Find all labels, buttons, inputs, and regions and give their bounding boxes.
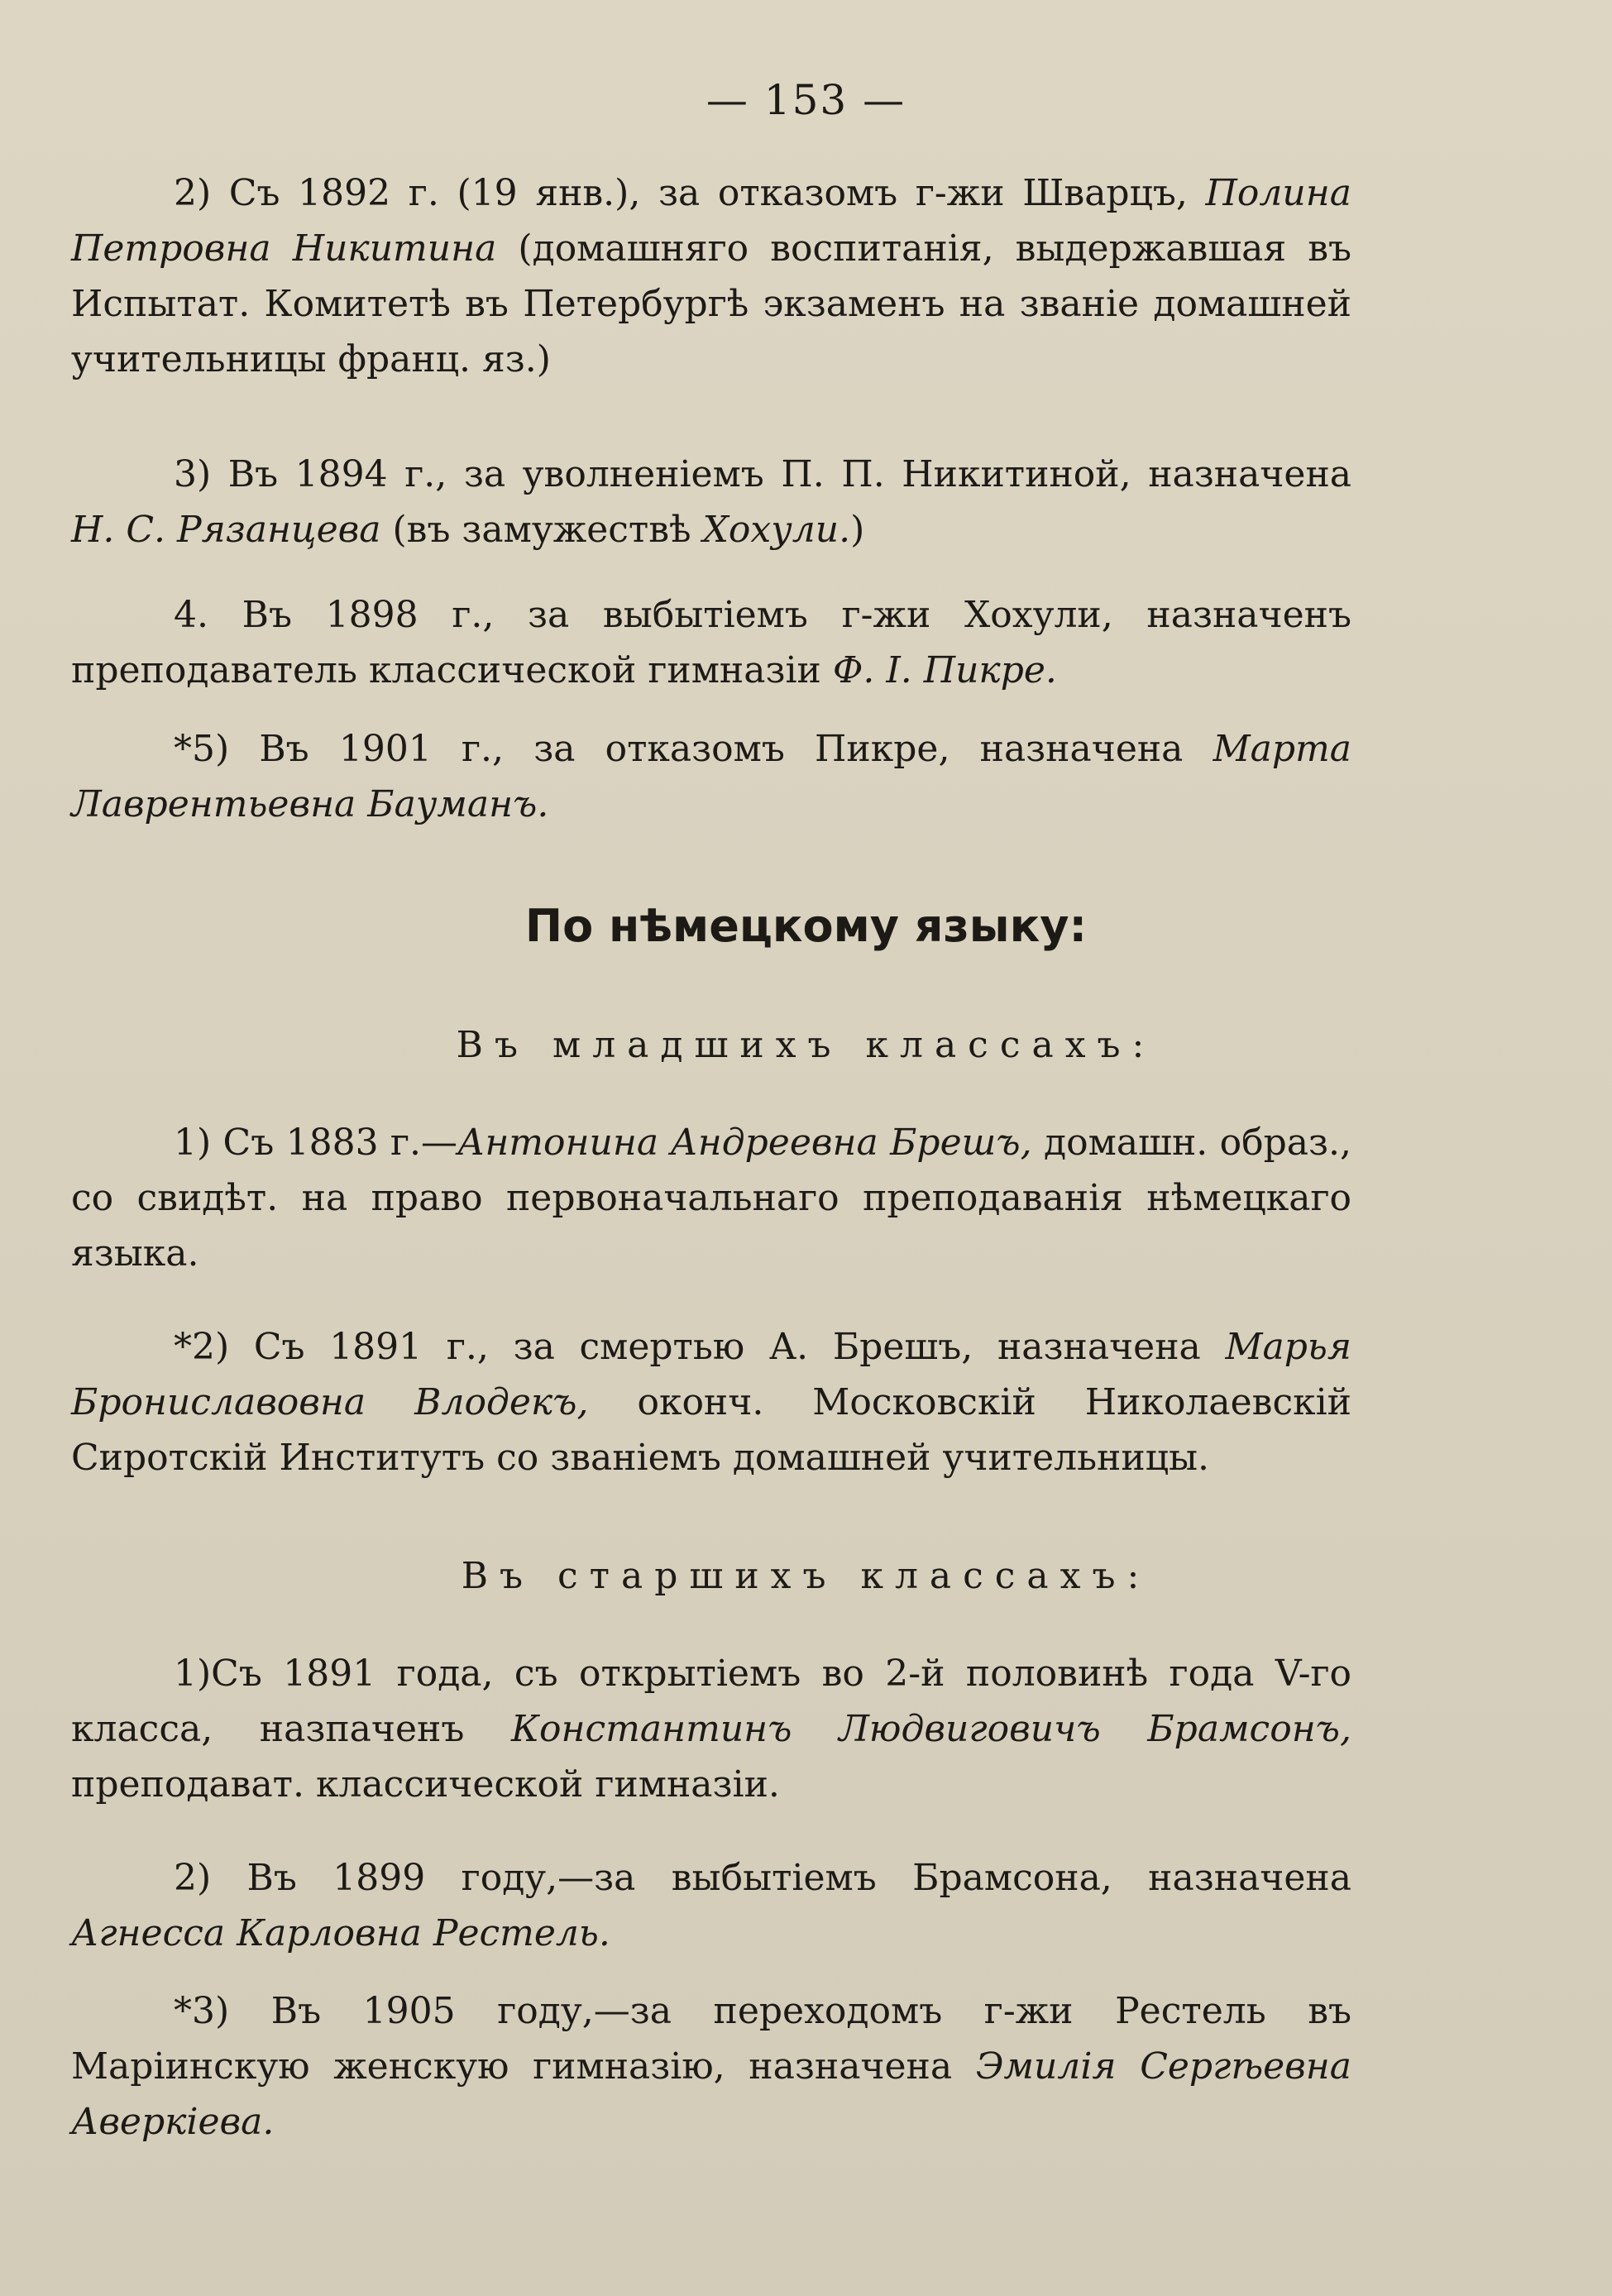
page-number: — 153 — <box>706 76 906 124</box>
french-item-3-name2: Хохули. <box>702 509 851 551</box>
french-item-5 <box>71 721 1351 832</box>
german-senior-item-2-name: Агнесса Карловна Рестель. <box>71 1912 610 1954</box>
french-item-4-lead: 4. Въ 1898 г., за выбытіемъ г-жи Хохули, назначенъ преподаватель классической гимназіи <box>71 594 1351 691</box>
german-senior-item-1 <box>71 1646 1351 1812</box>
french-item-2-rest: (домашняго воспитанія, выдержавшая въ Испытат. Комитетѣ въ Петербургѣ экзаменъ на званіе домашней учительницы франц. яз.) <box>71 227 1352 380</box>
french-item-3-mid: (въ замужествѣ <box>380 509 703 551</box>
german-junior-item-2-rest: оконч. Московскій Николаевскій Сиротскій Институтъ со званіемъ домашней учительницы. <box>71 1381 1351 1479</box>
german-senior-item-3-lead: *3) Въ 1905 году,—за переходомъ г-жи Рестель въ Маріинскую женскую гимназію, назначена <box>71 1990 1351 2088</box>
french-item-3-end: ) <box>850 509 865 551</box>
german-senior-item-1-lead: 1)Съ 1891 года, съ открытіемъ во 2-й половинѣ года V-го класса, назпаченъ <box>71 1653 1351 1750</box>
french-item-4-name: Ф. І. Пикре. <box>832 649 1057 691</box>
french-item-3 <box>71 447 1351 557</box>
german-junior-item-2-name: Марья Брониславовна Влодекъ, <box>71 1326 1351 1423</box>
german-junior-item-1-lead: 1) Съ 1883 г.— <box>174 1122 457 1164</box>
german-junior-item-2-lead: *2) Съ 1891 г., за смертью А. Брешъ, назначена <box>174 1326 1226 1368</box>
german-senior-item-1-rest: преподават. классической гимназіи. <box>71 1763 780 1806</box>
french-item-4 <box>71 587 1351 698</box>
german-junior-item-1-name: Антонина Андреевна Брешъ, <box>457 1122 1032 1164</box>
french-item-5-lead: *5) Въ 1901 г., за отказомъ Пикре, назначена <box>174 728 1213 770</box>
german-junior-item-2 <box>71 1319 1351 1485</box>
section-title-german: По нѣмецкому языку: <box>524 900 1088 952</box>
french-item-3-lead: 3) Въ 1894 г., за уволненіемъ П. П. Никитиной, назначена <box>174 453 1351 495</box>
french-item-3-name: Н. С. Рязанцева <box>71 509 381 551</box>
german-senior-item-1-name: Константинъ Людвиговичъ Брамсонъ, <box>510 1708 1351 1750</box>
german-senior-item-3-name: Эмилія Сергѣевна Аверкіева. <box>71 2045 1352 2143</box>
german-junior-item-1-rest: домашн. образ., со свидѣт. на право первоначальнаго преподаванія нѣмецкаго языка. <box>71 1122 1351 1275</box>
french-item-2-name: Полина Петровна Никитина <box>71 172 1351 270</box>
french-item-2-lead: 2) Съ 1892 г. (19 янв.), за отказомъ г-жи Шварцъ, <box>174 172 1188 214</box>
french-item-2 <box>71 165 1351 387</box>
subsection-senior-classes: Въ старшихъ классахъ: <box>461 1555 1151 1597</box>
german-senior-item-2-lead: 2) Въ 1899 году,—за выбытіемъ Брамсона, назначена <box>174 1857 1351 1899</box>
german-senior-item-3 <box>71 1983 1351 2150</box>
subsection-junior-classes: Въ младшихъ классахъ: <box>456 1024 1156 1066</box>
german-junior-item-1 <box>71 1115 1351 1281</box>
french-item-5-name: Марта Лаврентьевна Бауманъ. <box>71 728 1351 825</box>
german-senior-item-2 <box>71 1850 1351 1961</box>
